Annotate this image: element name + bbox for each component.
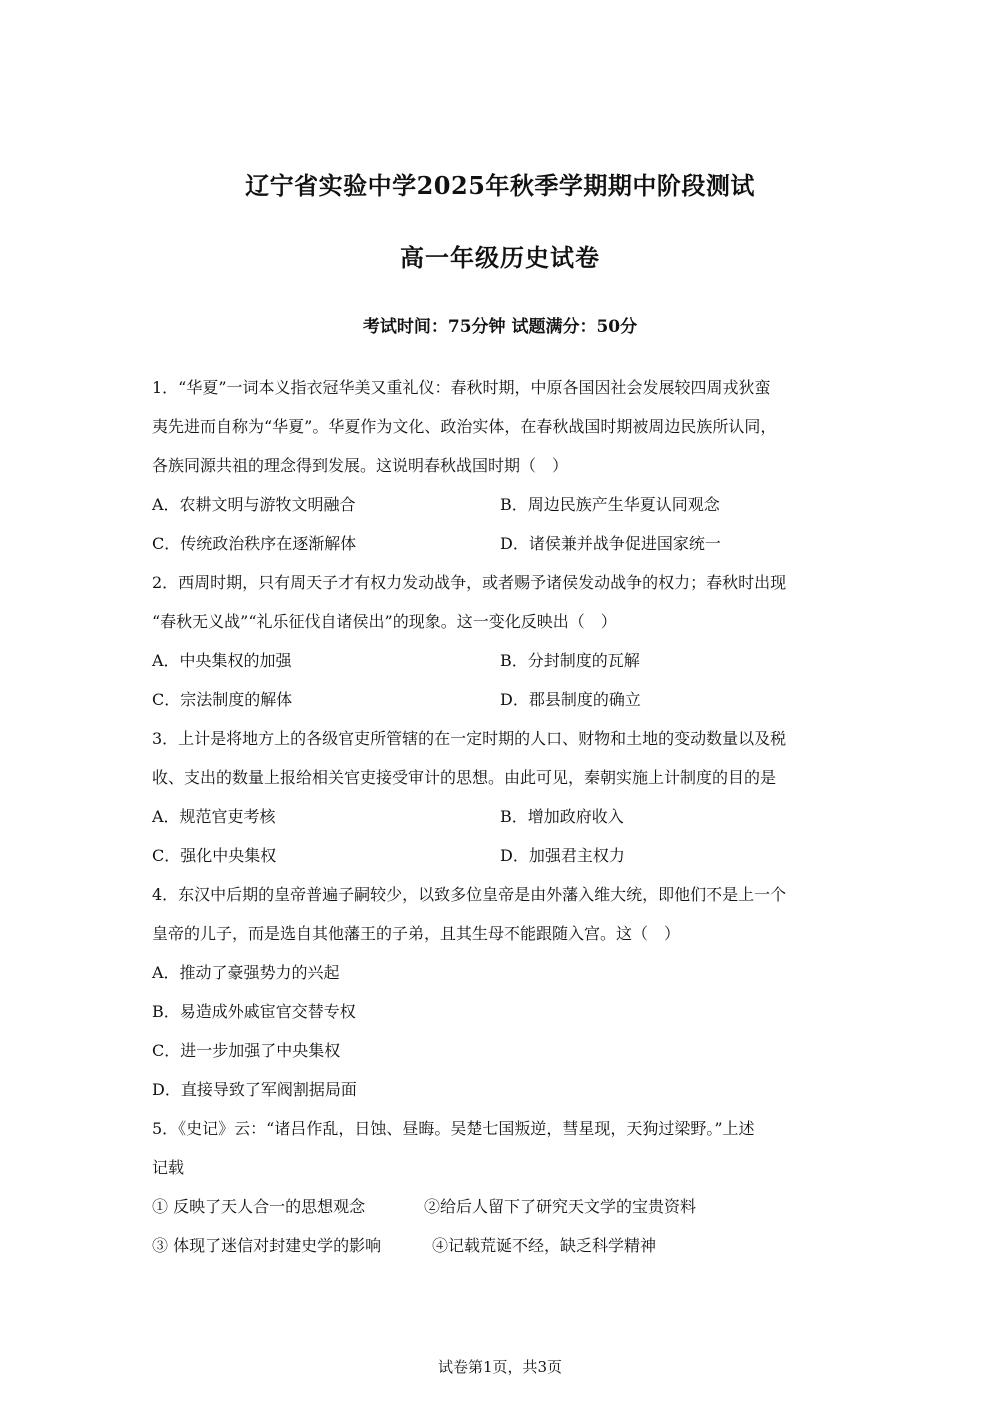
question-3-option-d: D．加强君主权力 [500,846,625,865]
question-4-stem-line: 4．东汉中后期的皇帝普遍子嗣较少，以致多位皇帝是由外藩入维大统，即他们不是上一个 [152,885,787,904]
question-2-options-row [152,680,852,719]
question-5-stem-line: 记载 [152,1158,185,1177]
question-4-option-a: A．推动了豪强势力的兴起 [152,963,340,982]
question-3-stem-line: 3．上计是将地方上的各级官吏所管辖的在一定时期的人口、财物和土地的变动数量以及税 [152,729,787,748]
question-2-option-a: A．中央集权的加强 [152,651,292,670]
question-1-options-row [152,524,852,563]
question-5-statements-row [152,1187,852,1226]
question-1-option-c: C．传统政治秩序在逐渐解体 [152,534,357,553]
question-4-option-d: D．直接导致了军阀割据局面 [152,1080,357,1099]
question-5-statement-4: ④记载荒诞不经，缺乏科学精神 [432,1236,657,1255]
question-1-options-row [152,485,852,524]
question-2-stem-line: 2．西周时期，只有周天子才有权力发动战争，或者赐予诸侯发动战争的权力；春秋时出现 [152,573,787,592]
question-1-stem-line: 夷先进而自称为“华夏”。华夏作为文化、政治实体，在春秋战国时期被周边民族所认同， [152,417,777,436]
question-3-options-row [152,797,852,836]
question-5-statement-3: ③ 体现了迷信对封建史学的影响 [152,1236,382,1255]
question-4-stem-line: 皇帝的儿子，而是选自其他藩王的子弟，且其生母不能跟随入宫。这（ ） [152,924,681,943]
question-2-stem-line: “春秋无义战”“礼乐征伐自诸侯出”的现象。这一变化反映出（ ） [152,612,617,631]
question-1-option-b: B．周边民族产生华夏认同观念 [500,495,720,514]
question-2 [152,563,852,719]
exam-title: 辽宁省实验中学2025年秋季学期期中阶段测试 [245,171,755,200]
page-footer: 试卷第1页，共3页 [437,1358,563,1376]
question-4-option-b: B．易造成外戚宦官交替专权 [152,1002,356,1021]
question-2-option-c: C．宗法制度的解体 [152,690,293,709]
question-2-options-row [152,641,852,680]
question-5-statement-2: ②给后人留下了研究天文学的宝贵资料 [424,1197,697,1216]
question-1-stem-line: 1．“华夏”一词本义指衣冠华美又重礼仪：春秋时期，中原各国因社会发展较四周戎狄蛮 [152,378,771,397]
question-1-option-d: D．诸侯兼并战争促进国家统一 [500,534,721,553]
question-4 [152,875,852,1109]
question-3-stem-line: 收、支出的数量上报给相关官吏接受审计的思想。由此可见，秦朝实施上计制度的目的是 [152,768,777,787]
question-2-option-b: B．分封制度的瓦解 [500,651,640,670]
question-5-statements-row [152,1226,852,1265]
question-3 [152,719,852,875]
question-3-option-c: C．强化中央集权 [152,846,277,865]
exam-subtitle: 高一年级历史试卷 [400,243,600,272]
question-2-option-d: D．郡县制度的确立 [500,690,641,709]
question-5-statement-1: ① 反映了天人合一的思想观念 [152,1197,366,1216]
question-5 [152,1109,852,1265]
exam-info: 考试时间：75分钟 试题满分：50分 [362,317,638,337]
question-1 [152,368,852,563]
question-list [152,368,852,1265]
question-3-options-row [152,836,852,875]
question-1-stem-line: 各族同源共祖的理念得到发展。这说明春秋战国时期（ ） [152,456,569,475]
question-4-option-c: C．进一步加强了中央集权 [152,1041,341,1060]
question-1-option-a: A．农耕文明与游牧文明融合 [152,495,356,514]
question-5-stem-line: 5．《史记》云：“诸吕作乱，日蚀、昼晦。吴楚七国叛逆，彗星现，天狗过梁野。”上述 [152,1119,755,1138]
question-3-option-b: B．增加政府收入 [500,807,624,826]
question-3-option-a: A．规范官吏考核 [152,807,276,826]
